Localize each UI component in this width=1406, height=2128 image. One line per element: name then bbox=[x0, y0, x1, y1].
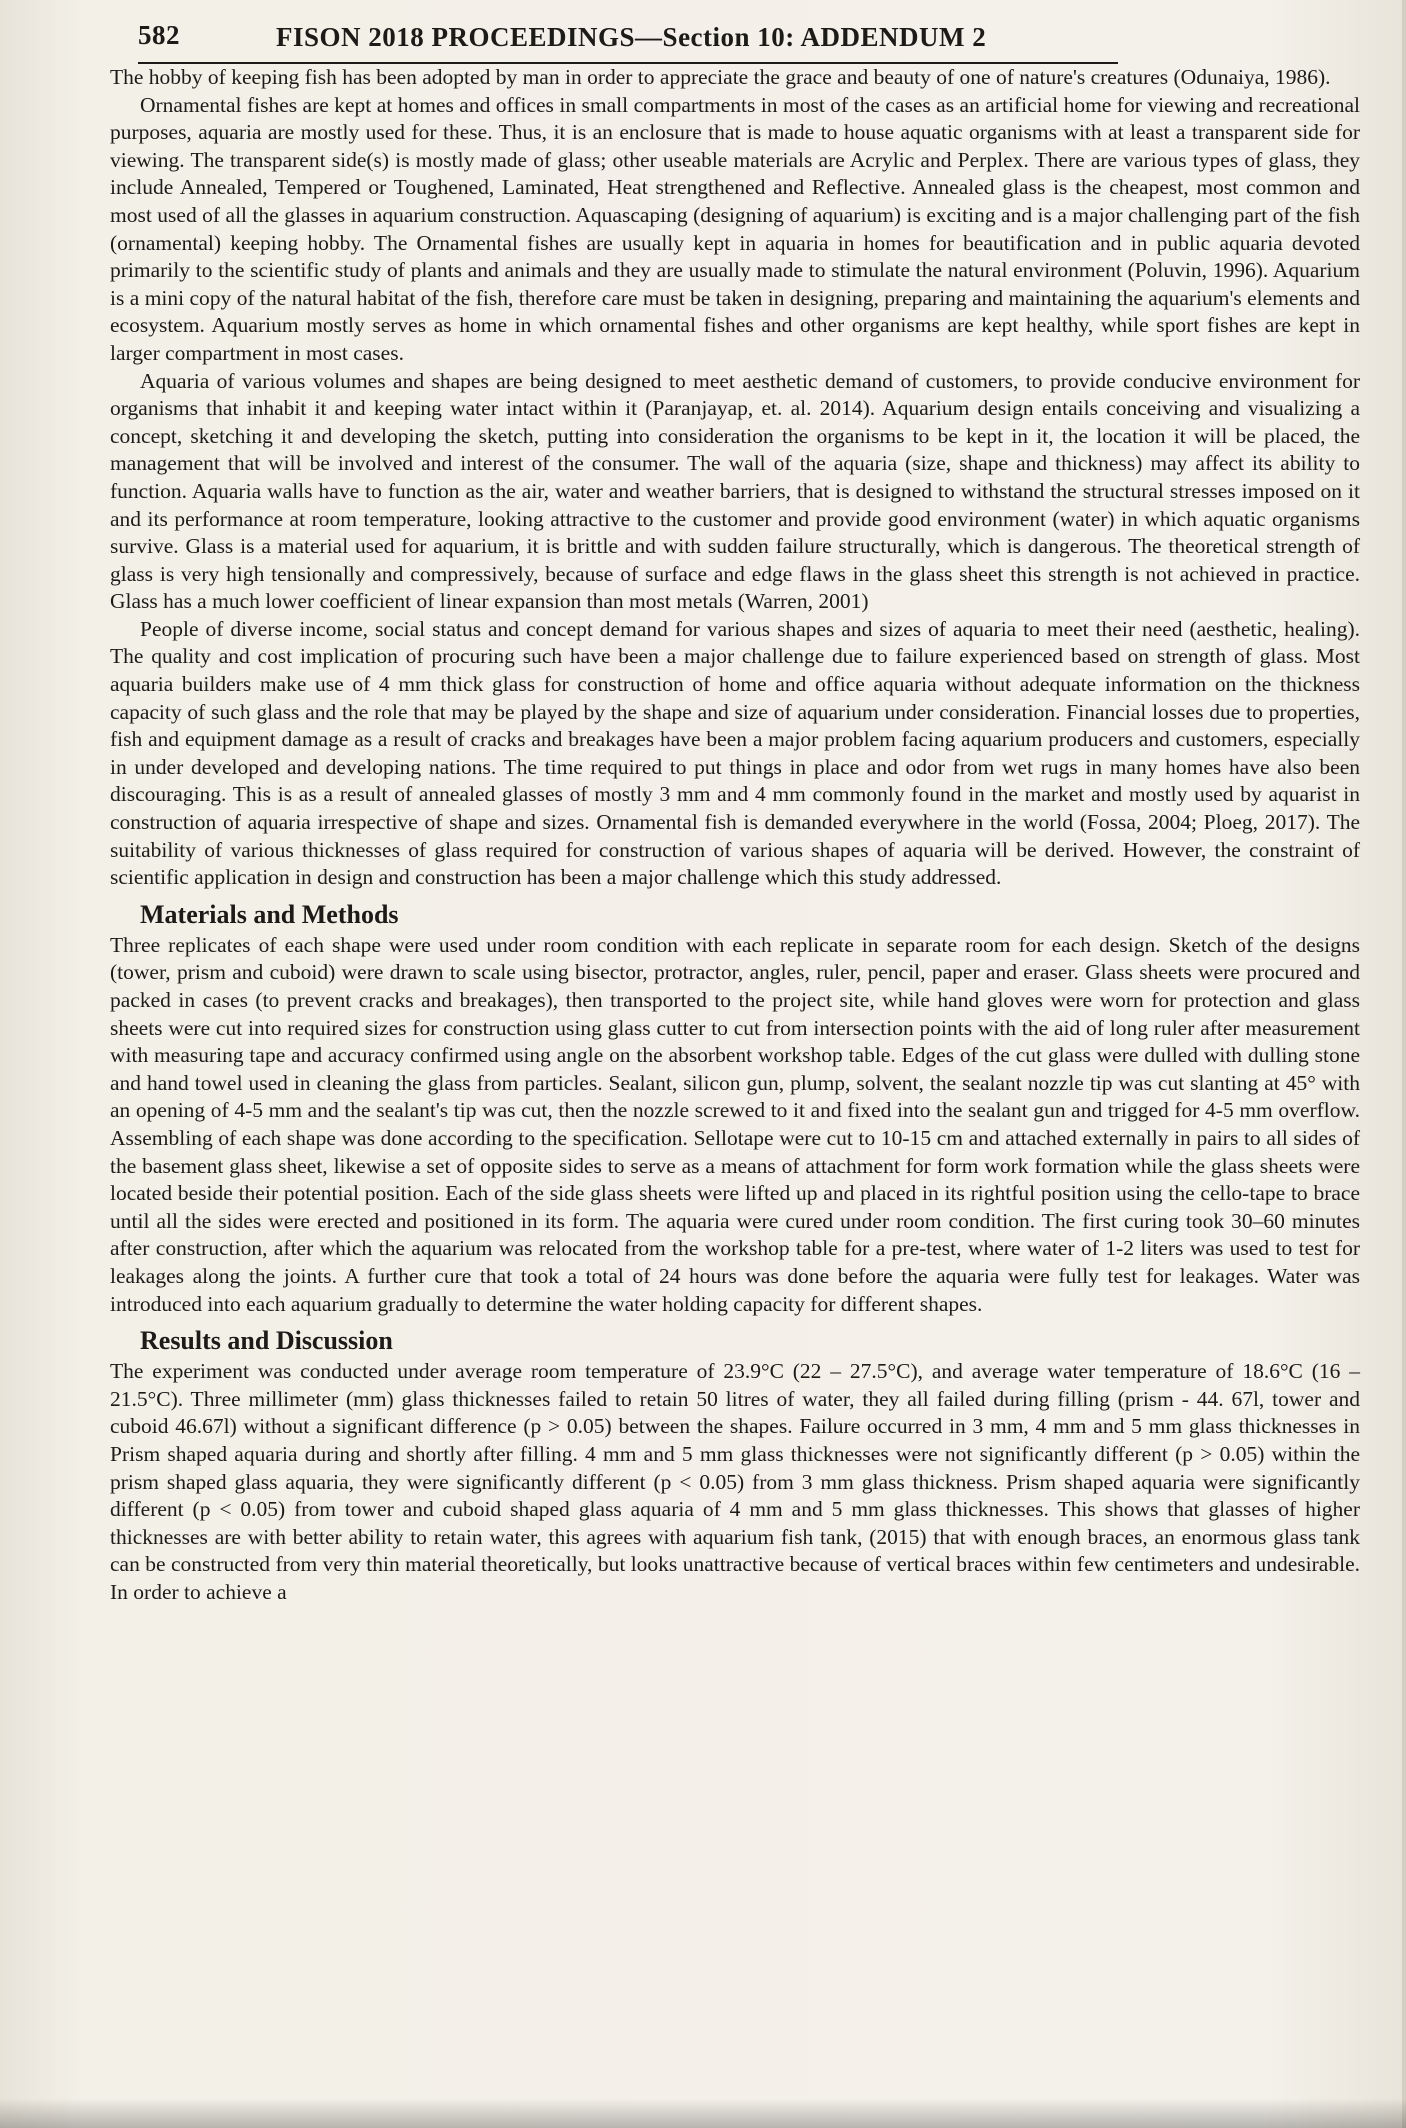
section-heading-methods: Materials and Methods bbox=[140, 899, 399, 929]
methods-paragraph: Three replicates of each shape were used under room condition with each replicate in separate room for each design. Sketch of the designs (tower, prism and cuboid) were drawn to scale using bisector, protractor, angles, ruler, pencil, paper and eraser. Glass sheets were procured and packed in cases (to prevent cracks and breakages), then transported to the project site, while hand gloves were worn for protection and glass sheets were cut into required sizes for construction using glass cutter to cut from intersection points with the aid of long ruler after measurement with measuring tape and accuracy confirmed using angle on the absorbent workshop table. Edges of the cut glass were dulled with dulling stone and hand towel used in cleaning the glass from particles. Sealant, silicon gun, plump, solvent, the sealant nozzle tip was cut slanting at 45° with an opening of 4-5 mm and the sealant's tip was cut, then the nozzle screwed to it and fixed into the sealant gun and trigged for 4-5 mm overflow. Assembling of each shape was done according to the specification. Sellotape were cut to 10-15 cm and attached externally in pairs to all sides of the basement glass sheet, likewise a set of opposite sides to serve as a means of attachment for form work formation while the glass sheets were located beside their potential position. Each of the side glass sheets were lifted up and placed in its rightful position using the cello-tape to brace until all the sides were erected and positioned in its form. The aquaria were cured under room condition. The first curing took 30–60 minutes after construction, after which the aquarium was relocated from the workshop table for a pre-test, where water of 1-2 liters was used to test for leakages along the joints. A further cure that took a total of 24 hours was done before the aquaria were fully test for leakages. Water was introduced into each aquarium gradually to determine the water holding capacity for different shapes. bbox=[110, 932, 1360, 1316]
section-heading-results: Results and Discussion bbox=[140, 1326, 393, 1356]
intro-paragraph-1: The hobby of keeping fish has been adopted by man in order to appreciate the grace and beauty of one of nature's creatures (Odunaiya, 1986). bbox=[110, 65, 1331, 89]
running-title: FISON 2018 PROCEEDINGS—Section 10: ADDENDUM 2 bbox=[276, 22, 987, 52]
intro-paragraph-2: Ornamental fishes are kept at homes and offices in small compartments in most of the cases as an artificial home for viewing and recreational purposes, aquaria are mostly used for these. Thus, it is an enclosure that is made to house aquatic organisms with at least a transparent side for viewing. The transparent side(s) is mostly made of glass; other useable materials are Acrylic and Perplex. There are various types of glass, they include Annealed, Tempered or Toughened, Laminated, Heat strengthened and Reflective. Annealed glass is the cheapest, most common and most used of all the glasses in aquarium construction. Aquascaping (designing of aquarium) is exciting and is a major challenging part of the fish (ornamental) keeping hobby. The Ornamental fishes are usually kept in aquaria in homes for beautification and in public aquaria devoted primarily to the scientific study of plants and animals and they are usually made to stimulate the natural environment (Poluvin, 1996). Aquarium is a mini copy of the natural habitat of the fish, therefore care must be taken in designing, preparing and maintaining the aquarium's elements and ecosystem. Aquarium mostly serves as home in which ornamental fishes and other organisms are kept healthy, while sport fishes are kept in larger compartment in most cases. bbox=[110, 92, 1360, 365]
page-header bbox=[138, 18, 1118, 64]
intro-paragraph-4: People of diverse income, social status and concept demand for various shapes and sizes of aquaria to meet their need (aesthetic, healing). The quality and cost implication of procuring such have been a major challenge due to failure experienced based on strength of glass. Most aquaria builders make use of 4 mm thick glass for construction of home and office aquaria without adequate information on the thickness capacity of such glass and the role that may be played by the shape and size of aquarium under consideration. Financial losses due to properties, fish and equipment damage as a result of cracks and breakages have been a major problem facing aquarium producers and customers, especially in under developed and developing nations. The time required to put things in place and odor from wet rugs in many homes have also been discouraging. This is as a result of annealed glasses of mostly 3 mm and 4 mm commonly found in the market and mostly used by aquarist in construction of aquaria irrespective of shape and sizes. Ornamental fish is demanded everywhere in the world (Fossa, 2004; Ploeg, 2017). The suitability of various thicknesses of glass required for construction of various shapes of aquaria will be derived. However, the constraint of scientific application in design and construction has been a major challenge which this study addressed. bbox=[110, 616, 1360, 890]
article-body bbox=[110, 64, 1360, 1606]
intro-paragraph-3: Aquaria of various volumes and shapes are being designed to meet aesthetic demand of customers, to provide conducive environment for organisms that inhabit it and keeping water intact within it (Paranjayap, et. al. 2014). Aquarium design entails conceiving and visualizing a concept, sketching it and developing the sketch, putting into consideration the organisms to be kept in it, the location it will be placed, the management that will be involved and interest of the consumer. The wall of the aquaria (size, shape and thickness) may affect its ability to function. Aquaria walls have to function as the air, water and weather barriers, that is designed to withstand the structural stresses imposed on it and its performance at room temperature, looking attractive to the customer and provide good environment (water) in which aquatic organisms survive. Glass is a material used for aquarium, it is brittle and with sudden failure structurally, which is dangerous. The theoretical strength of glass is very high tensionally and compressively, because of surface and edge flaws in the glass sheet this strength is not achieved in practice. Glass has a much lower coefficient of linear expansion than most metals (Warren, 2001) bbox=[110, 368, 1360, 614]
page-edge bbox=[1402, 0, 1406, 2128]
results-paragraph: The experiment was conducted under average room temperature of 23.9°C (22 – 27.5°C), and average water temperature of 18.6°C (16 – 21.5°C). Three millimeter (mm) glass thicknesses failed to retain 50 litres of water, they all failed during filling (prism - 44. 67l, tower and cuboid 46.67l) without a significant difference (p > 0.05) between the shapes. Failure occurred in 3 mm, 4 mm and 5 mm glass thicknesses in Prism shaped aquaria during and shortly after filling. 4 mm and 5 mm glass thicknesses were not significantly different (p > 0.05) within the prism shaped glass aquaria, they were significantly different (p < 0.05) from 3 mm glass thickness. Prism shaped aquaria were significantly different (p < 0.05) from tower and cuboid shaped glass aquaria of 4 mm and 5 mm glass thicknesses. This shows that glasses of higher thicknesses are with better ability to retain water, this agrees with aquarium fish tank, (2015) that with enough braces, an enormous glass tank can be constructed from very thin material theoretically, but looks unattractive because of vertical braces within few centimeters and undesirable. In order to achieve a bbox=[110, 1359, 1360, 1604]
scan-shadow bbox=[0, 2098, 1406, 2128]
page-number: 582 bbox=[138, 20, 180, 50]
